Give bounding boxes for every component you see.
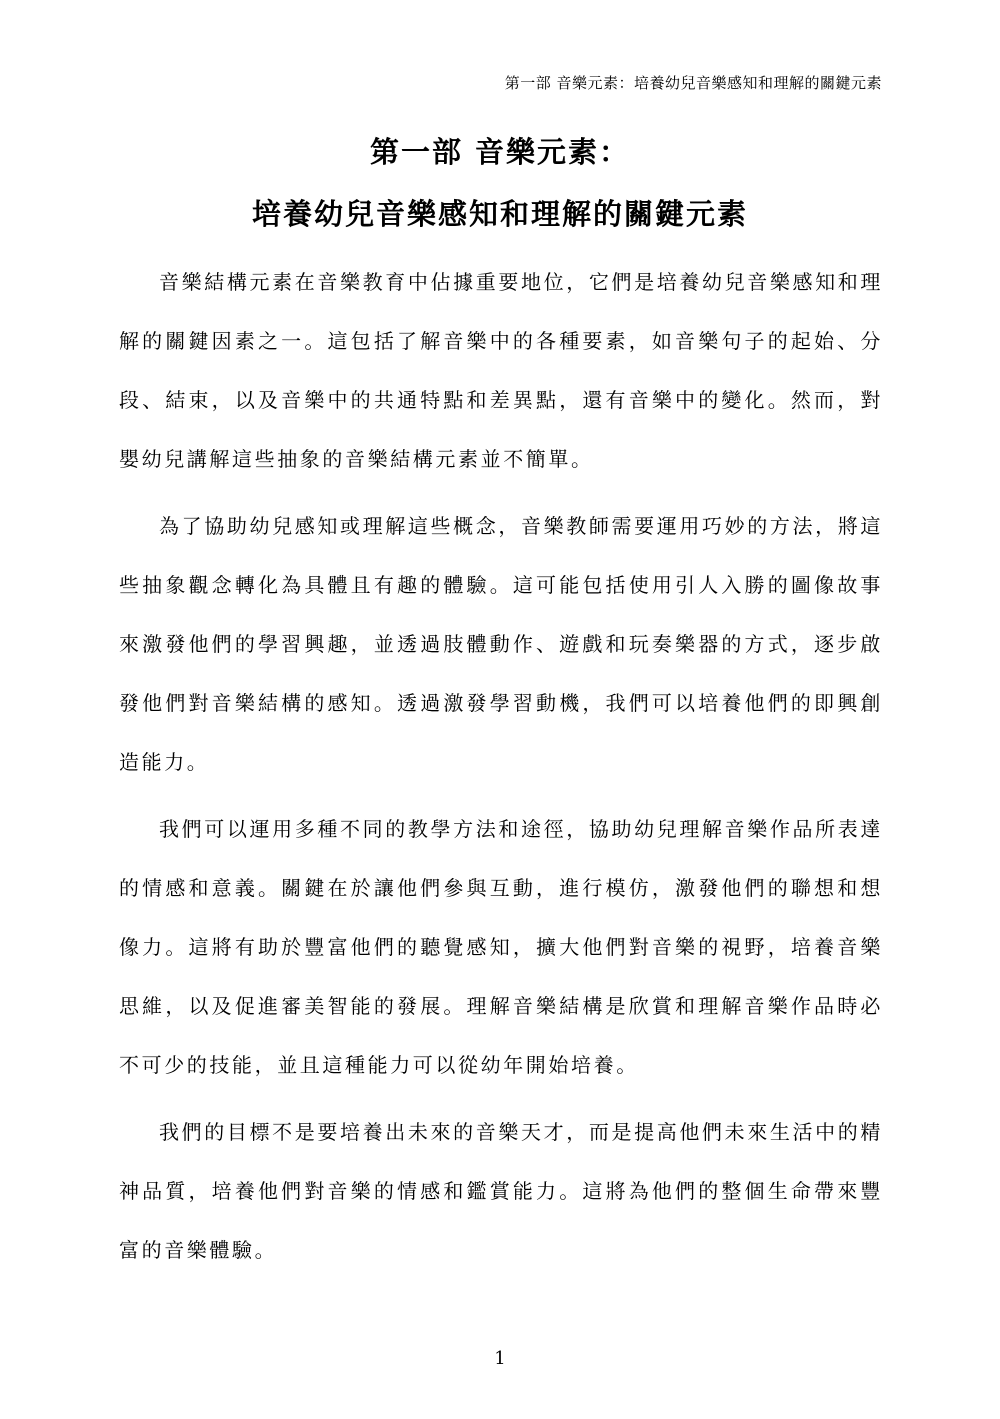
paragraph-1: 音樂結構元素在音樂教育中佔據重要地位，它們是培養幼兒音樂感知和理解的關鍵因素之一。這包括了解音樂中的各種要素，如音樂句子的起始、分段、結束，以及音樂中的共通特點和差異點，還有音樂中的變化。然而，對嬰幼兒講解這些抽象的音樂結構元素並不簡單。 xyxy=(119,270,883,471)
running-header: 第一部 音樂元素：培養幼兒音樂感知和理解的關鍵元素 xyxy=(504,74,882,92)
paragraph-2: 為了協助幼兒感知或理解這些概念，音樂教師需要運用巧妙的方法，將這些抽象觀念轉化為具體且有趣的體驗。這可能包括使用引人入勝的圖像故事來激發他們的學習興趣，並透過肢體動作、遊戲和玩奏樂器的方式，逐步啟發他們對音樂結構的感知。透過激發學習動機，我們可以培養他們的即興創造能力。 xyxy=(119,514,883,774)
chapter-subtitle: 培養幼兒音樂感知和理解的關鍵元素 xyxy=(251,197,748,231)
body-text xyxy=(119,253,883,1288)
page-number: 1 xyxy=(494,1348,506,1369)
paragraph-3: 我們可以運用多種不同的教學方法和途徑，協助幼兒理解音樂作品所表達的情感和意義。關鍵在於讓他們參與互動，進行模仿，激發他們的聯想和想像力。這將有助於豐富他們的聽覺感知，擴大他們對音樂的視野，培養音樂思維，以及促進審美智能的發展。理解音樂結構是欣賞和理解音樂作品時必不可少的技能，並且這種能力可以從幼年開始培養。 xyxy=(119,817,883,1077)
chapter-title: 第一部 音樂元素： xyxy=(369,135,631,169)
paragraph-4: 我們的目標不是要培養出未來的音樂天才，而是提高他們未來生活中的精神品質，培養他們對音樂的情感和鑑賞能力。這將為他們的整個生命帶來豐富的音樂體驗。 xyxy=(119,1120,883,1262)
